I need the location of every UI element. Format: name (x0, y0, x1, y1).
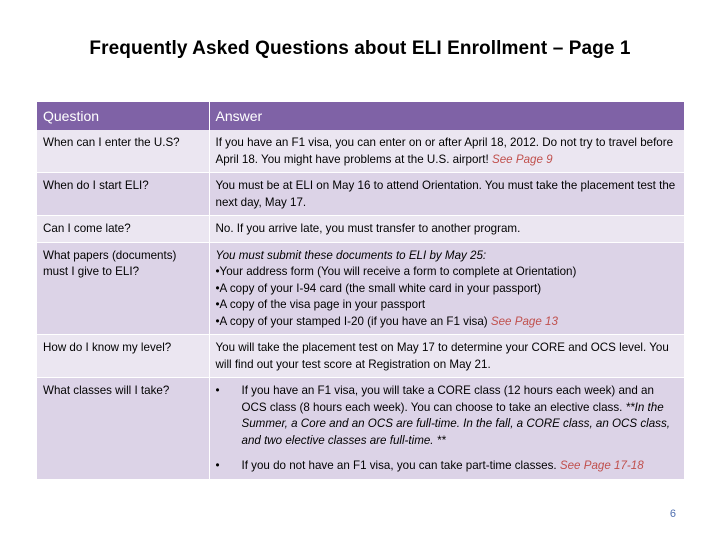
list-item (216, 383, 679, 449)
bullet-text: If you do not have an F1 visa, you can take part-time classes. (241, 459, 557, 472)
bullet-marker: • (215, 459, 220, 472)
answer-intro: You must submit these documents to ELI by May 25: (215, 248, 487, 262)
table-header-row (37, 102, 684, 130)
page-reference-link[interactable]: See Page 17-18 (559, 459, 644, 472)
answer-text: If you have an F1 visa, you can enter on or after April 18, 2012. Do not try to travel before April 18. You might have problems at the U.S. airport! (215, 136, 674, 166)
answer-cell: No. If you arrive late, you must transfer to another program. (209, 216, 684, 243)
page-reference-link[interactable]: See Page 9 (491, 152, 553, 166)
answer-cell (209, 130, 684, 173)
question-cell: What papers (documents) must I give to ELI? (37, 242, 209, 335)
list-item: •A copy of the visa page in your passport (215, 298, 426, 311)
bullet-marker: • (215, 384, 220, 397)
list-item: •Your address form (You will receive a form to complete at Orientation) (215, 265, 577, 278)
question-cell: What classes will I take? (37, 378, 209, 480)
answer-cell (209, 242, 684, 335)
list-item (216, 314, 679, 331)
column-header-question: Question (37, 102, 209, 130)
list-item: •A copy of your I-94 card (the small white card in your passport) (215, 281, 542, 295)
page-reference-link[interactable]: See Page 13 (490, 314, 558, 328)
column-header-answer: Answer (209, 102, 684, 130)
answer-cell: You will take the placement test on May 17 to determine your CORE and OCS level. You will find out your test score at Registration on May 21. (209, 335, 684, 378)
bullet-text: If you have an F1 visa, you will take a CORE class (12 hours each week) and an OCS class (8 hours each week). You can choose to take an elective class. (241, 384, 654, 414)
table-row (37, 173, 684, 216)
page-number: 6 (669, 508, 676, 520)
question-cell: When can I enter the U.S? (37, 130, 209, 173)
answer-cell: You must be at ELI on May 16 to attend Orientation. You must take the placement test the next day, May 17. (209, 173, 684, 216)
bullet-note: **In the Summer, a Core and an OCS are full-time. In the fall, a CORE class, an OCS class, and two elective classes are full-time. ** (241, 400, 670, 447)
table-row (37, 130, 684, 173)
table-row (37, 335, 684, 378)
table-row (37, 378, 684, 480)
list-item-text (242, 383, 679, 449)
list-item (216, 458, 679, 475)
answer-cell (209, 378, 684, 480)
page-title: Frequently Asked Questions about ELI Enrollment – Page 1 (89, 38, 631, 59)
table-row (37, 216, 684, 243)
table-row (37, 242, 684, 335)
question-cell: How do I know my level? (37, 335, 209, 378)
question-cell: When do I start ELI? (37, 173, 209, 216)
list-item-text (242, 458, 679, 475)
list-item-text: •A copy of your stamped I-20 (if you have an F1 visa) (215, 314, 488, 328)
faq-table (37, 102, 684, 480)
question-cell: Can I come late? (37, 216, 209, 243)
